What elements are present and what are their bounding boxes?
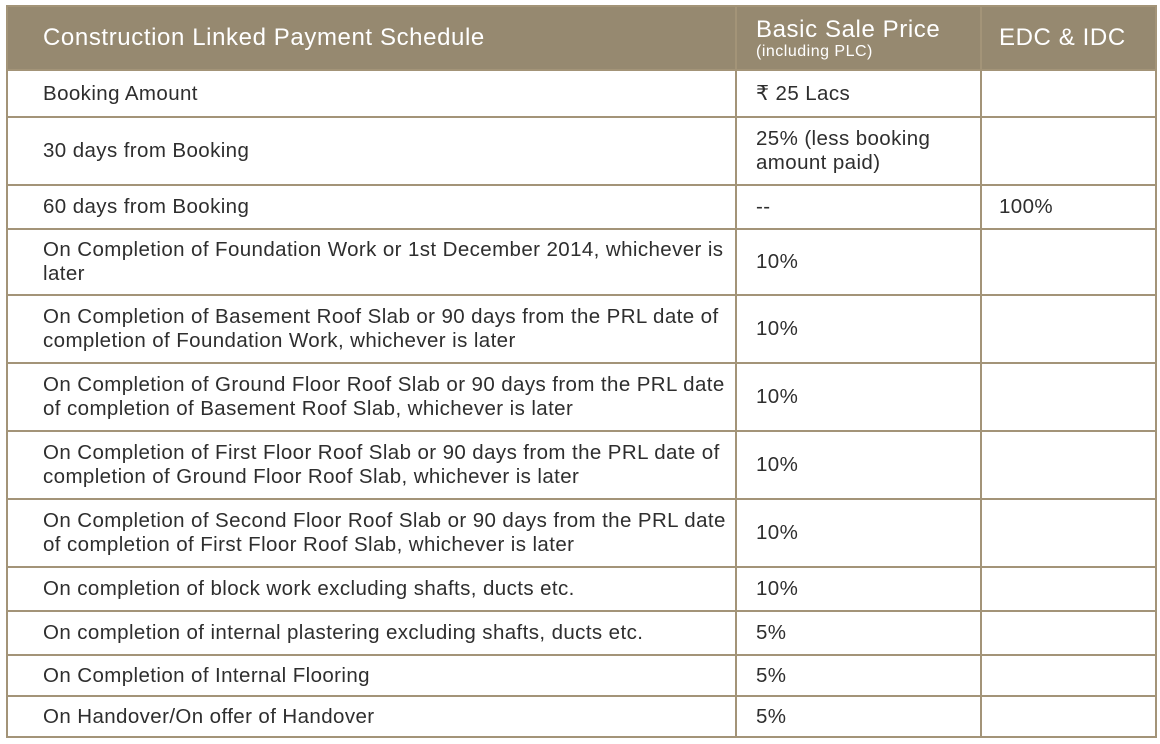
- edc-cell: [981, 655, 1156, 696]
- header-bsp-note: (including PLC): [756, 42, 873, 60]
- edc-cell: [981, 117, 1156, 185]
- bsp-cell: 10%: [736, 499, 981, 567]
- bsp-cell: 25% (less booking amount paid): [736, 117, 981, 185]
- edc-cell: [981, 363, 1156, 431]
- header-stage: Construction Linked Payment Schedule: [7, 6, 736, 70]
- payment-schedule-table: [6, 5, 1157, 738]
- bsp-cell: 5%: [736, 696, 981, 737]
- stage-cell: On Completion of Foundation Work or 1st December 2014, whichever is later: [7, 229, 736, 295]
- table-row: [7, 611, 1156, 655]
- edc-cell: [981, 696, 1156, 737]
- bsp-cell: 10%: [736, 363, 981, 431]
- table-row: [7, 295, 1156, 363]
- stage-cell: On Completion of Second Floor Roof Slab or 90 days from the PRL date of completion of First Floor Roof Slab, whichever is later: [7, 499, 736, 567]
- table-header-row: [7, 6, 1156, 70]
- bsp-cell: 10%: [736, 431, 981, 499]
- header-bsp-label: Basic Sale Price: [756, 15, 941, 43]
- edc-cell: 100%: [981, 185, 1156, 229]
- stage-cell: On Completion of Internal Flooring: [7, 655, 736, 696]
- bsp-cell: ₹ 25 Lacs: [736, 70, 981, 117]
- edc-cell: [981, 229, 1156, 295]
- edc-cell: [981, 70, 1156, 117]
- edc-cell: [981, 567, 1156, 611]
- table-row: [7, 499, 1156, 567]
- table-row: [7, 696, 1156, 737]
- table-row: [7, 117, 1156, 185]
- header-edc-idc: EDC & IDC: [981, 6, 1156, 70]
- table-row: [7, 363, 1156, 431]
- table-row: [7, 70, 1156, 117]
- stage-cell: On Handover/On offer of Handover: [7, 696, 736, 737]
- edc-cell: [981, 295, 1156, 363]
- stage-cell: On Completion of First Floor Roof Slab or 90 days from the PRL date of completion of Ground Floor Roof Slab, whichever is later: [7, 431, 736, 499]
- stage-cell: On Completion of Basement Roof Slab or 90 days from the PRL date of completion of Foundation Work, whichever is later: [7, 295, 736, 363]
- bsp-cell: 10%: [736, 295, 981, 363]
- stage-cell: 30 days from Booking: [7, 117, 736, 185]
- stage-cell: 60 days from Booking: [7, 185, 736, 229]
- table-row: [7, 229, 1156, 295]
- bsp-cell: 10%: [736, 229, 981, 295]
- table-row: [7, 567, 1156, 611]
- edc-cell: [981, 499, 1156, 567]
- bsp-cell: 10%: [736, 567, 981, 611]
- bsp-cell: 5%: [736, 655, 981, 696]
- edc-cell: [981, 431, 1156, 499]
- edc-cell: [981, 611, 1156, 655]
- table-row: [7, 431, 1156, 499]
- table-row: [7, 185, 1156, 229]
- table-row: [7, 655, 1156, 696]
- header-basic-sale-price: [736, 6, 981, 70]
- stage-cell: On Completion of Ground Floor Roof Slab or 90 days from the PRL date of completion of Basement Roof Slab, whichever is later: [7, 363, 736, 431]
- stage-cell: Booking Amount: [7, 70, 736, 117]
- bsp-cell: --: [736, 185, 981, 229]
- stage-cell: On completion of internal plastering excluding shafts, ducts etc.: [7, 611, 736, 655]
- bsp-cell: 5%: [736, 611, 981, 655]
- stage-cell: On completion of block work excluding shafts, ducts etc.: [7, 567, 736, 611]
